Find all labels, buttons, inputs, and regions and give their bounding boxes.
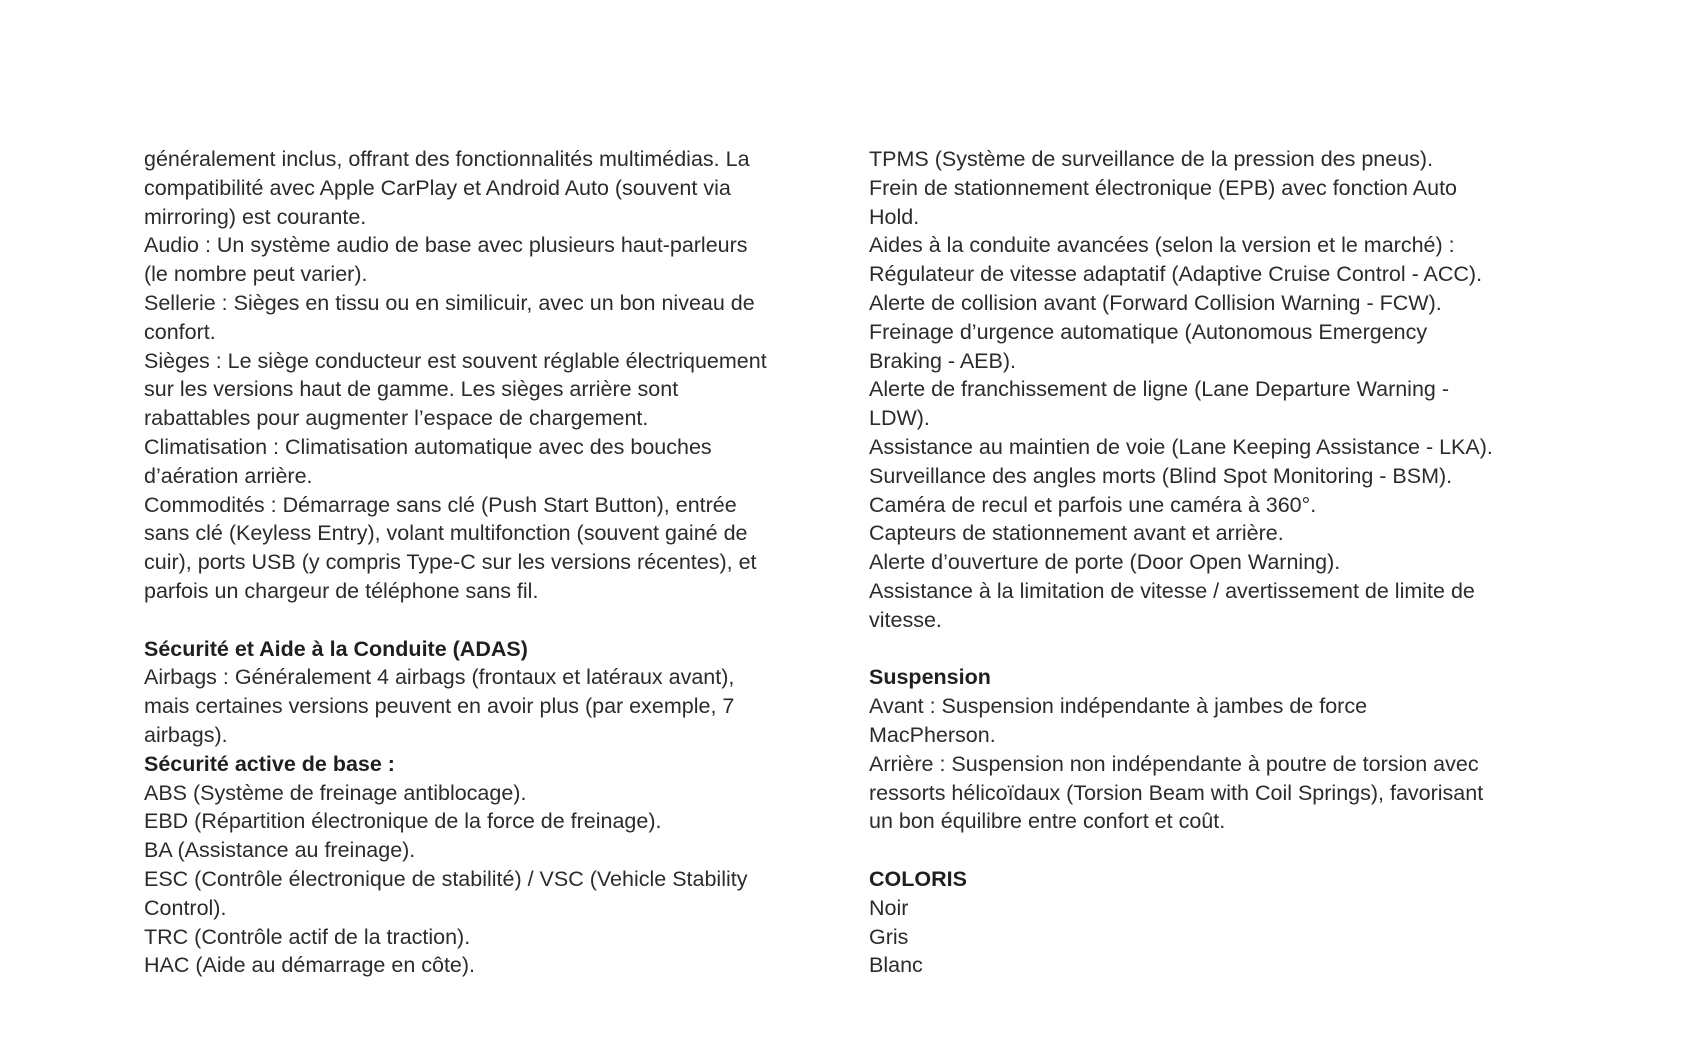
text-line: compatibilité avec Apple CarPlay et Android Auto (souvent via — [144, 175, 731, 200]
right-column — [869, 145, 1569, 980]
color-item: Blanc — [869, 953, 923, 978]
text-line: (le nombre peut varier). — [144, 262, 368, 287]
text-line: BA (Assistance au freinage). — [144, 838, 416, 863]
text-line: mais certaines versions peuvent en avoir plus (par exemple, 7 — [144, 694, 735, 719]
text-line: d’aération arrière. — [144, 463, 313, 488]
text-line: Audio : Un système audio de base avec plusieurs haut-parleurs — [144, 233, 748, 258]
text-line: Capteurs de stationnement avant et arrière. — [869, 521, 1284, 546]
text-line: Airbags : Généralement 4 airbags (frontaux et latéraux avant), — [144, 665, 735, 690]
text-line: Freinage d’urgence automatique (Autonomous Emergency — [869, 319, 1428, 344]
text-line: Braking - AEB). — [869, 348, 1016, 373]
section-gap — [869, 836, 1569, 865]
text-line: généralement inclus, offrant des fonctionnalités multimédias. La — [144, 147, 750, 171]
text-line: mirroring) est courante. — [144, 204, 367, 229]
text-line: Frein de stationnement électronique (EPB) avec fonction Auto — [869, 175, 1458, 200]
text-line: MacPherson. — [869, 722, 996, 747]
text-line: Assistance au maintien de voie (Lane Keeping Assistance - LKA). — [869, 434, 1493, 459]
text-line: Assistance à la limitation de vitesse / avertissement de limite de — [869, 578, 1475, 603]
text-line: ABS (Système de freinage antiblocage). — [144, 780, 527, 805]
left-column — [144, 145, 856, 980]
text-line: ESC (Contrôle électronique de stabilité) / VSC (Vehicle Stability — [144, 866, 748, 891]
text-line: EBD (Répartition électronique de la force de freinage). — [144, 809, 662, 834]
text-line: Aides à la conduite avancées (selon la version et le marché) : — [869, 233, 1455, 258]
text-line: sans clé (Keyless Entry), volant multifonction (souvent gainé de — [144, 521, 748, 546]
text-line: rabattables pour augmenter l’espace de chargement. — [144, 406, 649, 431]
text-line: Control). — [144, 895, 227, 920]
text-line: un bon équilibre entre confort et coût. — [869, 809, 1226, 834]
text-line: airbags). — [144, 722, 228, 747]
section-heading-suspension: Suspension — [869, 665, 991, 690]
adas-section — [144, 635, 856, 750]
text-line: vitesse. — [869, 607, 942, 632]
text-line: Hold. — [869, 204, 920, 229]
color-item: Gris — [869, 924, 909, 949]
section-gap — [869, 635, 1569, 664]
text-line: Commodités : Démarrage sans clé (Push Start Button), entrée — [144, 492, 737, 517]
suspension-section — [869, 663, 1569, 836]
section-heading-adas: Sécurité et Aide à la Conduite (ADAS) — [144, 636, 528, 661]
text-line: sur les versions haut de gamme. Les sièges arrière sont — [144, 377, 679, 402]
text-line: LDW). — [869, 406, 930, 431]
text-line: Régulateur de vitesse adaptatif (Adaptive Cruise Control - ACC). — [869, 262, 1483, 287]
text-line: Sièges : Le siège conducteur est souvent réglable électriquement — [144, 348, 767, 373]
text-line: TPMS (Système de surveillance de la pression des pneus). — [869, 147, 1434, 171]
text-line: confort. — [144, 319, 216, 344]
driving-aids-section — [869, 145, 1569, 635]
text-line: Caméra de recul et parfois une caméra à 360°. — [869, 492, 1317, 517]
text-line: Alerte de franchissement de ligne (Lane Departure Warning - — [869, 377, 1450, 402]
section-heading-colors: COLORIS — [869, 866, 967, 891]
colors-section — [869, 865, 1569, 980]
text-line: Climatisation : Climatisation automatique avec des bouches — [144, 434, 712, 459]
section-heading-active-safety: Sécurité active de base : — [144, 751, 395, 776]
color-item: Noir — [869, 895, 909, 920]
text-line: Avant : Suspension indépendante à jambes de force — [869, 694, 1368, 719]
text-line: ressorts hélicoïdaux (Torsion Beam with Coil Springs), favorisant — [869, 780, 1484, 805]
active-safety-section — [144, 750, 856, 980]
equipment-section — [144, 145, 856, 606]
text-line: TRC (Contrôle actif de la traction). — [144, 924, 471, 949]
text-line: HAC (Aide au démarrage en côte). — [144, 953, 476, 978]
text-line: cuir), ports USB (y compris Type-C sur les versions récentes), et — [144, 550, 757, 575]
text-line: Arrière : Suspension non indépendante à poutre de torsion avec — [869, 751, 1479, 776]
section-gap — [144, 606, 856, 635]
text-line: Sellerie : Sièges en tissu ou en similicuir, avec un bon niveau de — [144, 290, 755, 315]
text-line: Alerte d’ouverture de porte (Door Open Warning). — [869, 550, 1341, 575]
text-line: Surveillance des angles morts (Blind Spot Monitoring - BSM). — [869, 463, 1453, 488]
text-line: parfois un chargeur de téléphone sans fil. — [144, 578, 539, 603]
text-line: Alerte de collision avant (Forward Collision Warning - FCW). — [869, 290, 1442, 315]
